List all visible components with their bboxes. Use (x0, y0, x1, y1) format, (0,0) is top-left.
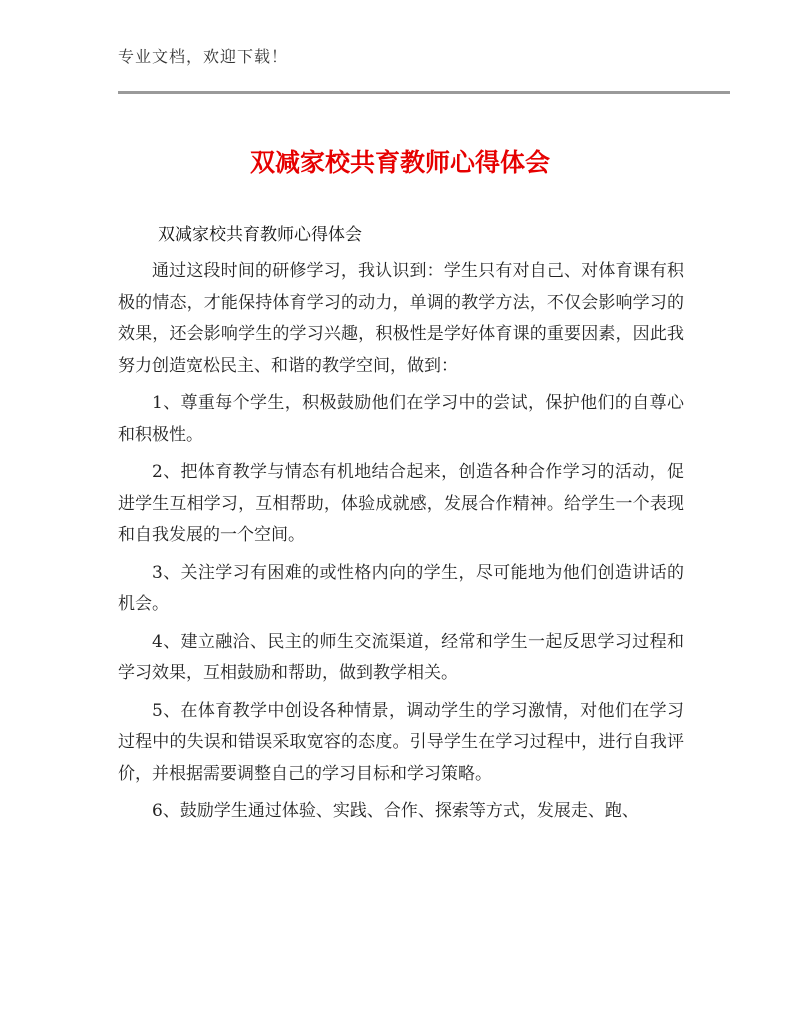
paragraph-item-5: 5、在体育教学中创设各种情景，调动学生的学习激情，对他们在学习过程中的失误和错误采取宽容的态度。引导学生在学习过程中，进行自我评价，并根据需要调整自己的学习目标和学习策略。 (118, 700, 684, 784)
paragraph-item-4: 4、建立融洽、民主的师生交流渠道，经常和学生一起反思学习过程和学习效果，互相鼓励和帮助，做到教学相关。 (118, 631, 684, 683)
paragraph-item-2: 2、把体育教学与情态有机地结合起来，创造各种合作学习的活动，促进学生互相学习，互相帮助，体验成就感，发展合作精神。给学生一个表现和自我发展的一个空间。 (118, 462, 684, 545)
header-note: 专业文档，欢迎下载！ (118, 47, 289, 66)
paragraph-intro: 通过这段时间的研修学习，我认识到：学生只有对自己、对体育课有积极的情态，才能保持体育学习的动力，单调的教学方法，不仅会影响学习的效果，还会影响学生的学习兴趣，积极性是学好体育课的重要因素，因此我努力创造宽松民主、和谐的教学空间，做到： (118, 261, 684, 376)
document-title: 双减家校共育教师心得体会 (249, 148, 550, 177)
header-divider (118, 91, 730, 94)
document-subtitle: 双减家校共育教师心得体会 (158, 225, 362, 245)
document-body (118, 256, 684, 834)
paragraph-item-6: 6、鼓励学生通过体验、实践、合作、探索等方式，发展走、跑、 (152, 801, 639, 821)
paragraph-item-3: 3、关注学习有困难的或性格内向的学生，尽可能地为他们创造讲话的机会。 (118, 562, 684, 614)
paragraph-item-1: 1、尊重每个学生，积极鼓励他们在学习中的尝试，保护他们的自尊心和积极性。 (118, 393, 684, 445)
